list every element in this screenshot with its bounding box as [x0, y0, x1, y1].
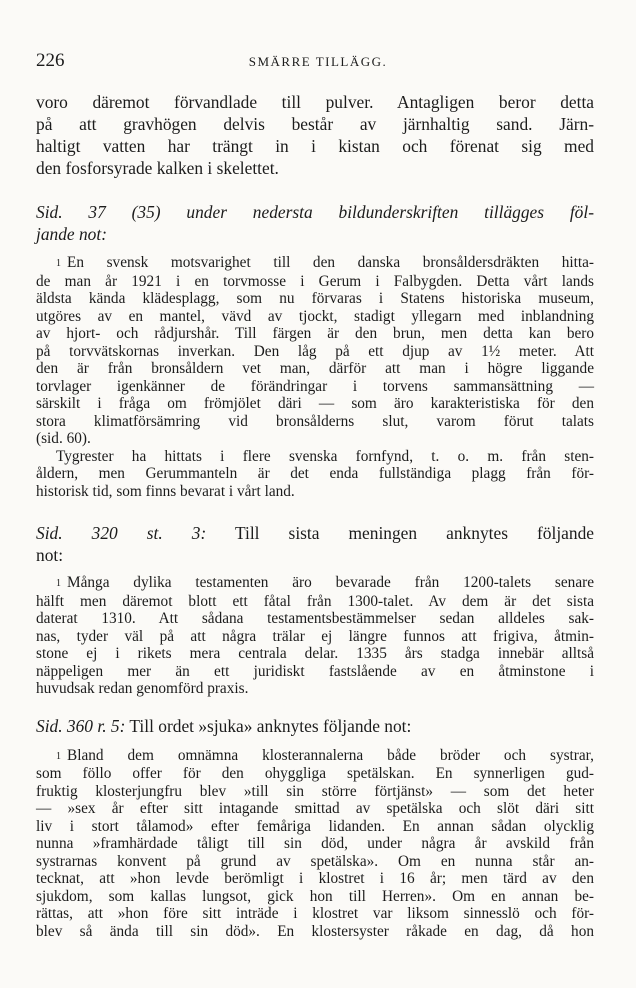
note-line: av hjort- och rådjurshår. Till färgen är den brun, men detta kan bero: [36, 325, 594, 342]
note-line: hälft men däremot blott ett fåtal från 1300-talet. Av dem är det sista: [36, 592, 594, 610]
note-line: systrarnas konvent på grund av spetälska». Om en nunna står an-: [36, 852, 594, 870]
note-line: stora klimatförsämring vid bronsålderns slut, varom förut talats: [36, 412, 594, 430]
page-number: 226: [36, 50, 65, 71]
section2-reference: Sid. 320 st. 3:: [36, 523, 207, 543]
section2-heading-text: Till sista meningen anknytes följande: [235, 523, 594, 543]
footnote-marker: 1: [56, 750, 61, 762]
note-line: Många dylika testamenten äro bevarade från 1200-talets senare: [67, 574, 594, 591]
section2-heading: [36, 522, 594, 566]
note-line: historisk tid, som finns bevarat i vårt land.: [36, 482, 295, 500]
page-body: [36, 91, 594, 940]
note-line: tecknat, att »hon levde berömligt i klostret i 16 år; men tärd av den: [36, 870, 594, 887]
section3-heading-text: Till ordet »sjuka» anknytes följande not:: [129, 715, 412, 736]
running-head: SMÄRRE TILLÄGG.: [248, 54, 388, 69]
note-line: Bland dem omnämna klosterannalerna både bröder och systrar,: [67, 746, 594, 764]
note-line: (sid. 60).: [36, 430, 91, 447]
section1-heading: [36, 201, 594, 245]
section2-footnote: [36, 574, 594, 698]
note-line: daterat 1310. Att sådana testamentsbestämmelser sedan alldeles sak-: [36, 610, 594, 627]
note-line: äldsta kända klädesplagg, som nu förvaras i Statens historiska museum,: [36, 290, 594, 307]
note-line: som föllo offer för den ohyggliga spetälskan. En synnerligen gud-: [36, 765, 594, 782]
text-line: den fosforsyrade kalken i skelettet.: [36, 158, 279, 178]
note-line: — »sex år efter sitt intagande smittad av spetälska och slöt däri sitt: [36, 800, 594, 817]
section3-heading: [36, 715, 594, 737]
text-line: på att gravhögen delvis består av järnhaltig sand. Järn-: [36, 114, 594, 134]
note-line: fruktig klosterjungfru blev »till sin större förtjänst» — som det heter: [36, 782, 594, 800]
heading-line: Sid. 37 (35) under nedersta bildunderskriften tillägges föl-: [36, 202, 594, 222]
note-line: de man år 1921 i en torvmosse i Gerum i Falbygden. Detta vårt lands: [36, 272, 594, 290]
note-line: den är från bronsåldern vet man, därför att man i högre liggande: [36, 360, 594, 377]
note-line: En svensk motsvarighet till den danska bronsåldersdräkten hitta-: [67, 254, 594, 271]
footnote-marker: 1: [56, 258, 61, 269]
text-line: haltigt vatten har trängt in i kistan och förenat sig med: [36, 136, 594, 156]
note-line: på torvvätskornas inverkan. Den låg på ett djup av 1½ meter. Att: [36, 342, 594, 360]
note-line: Tygrester ha hittats i flere svenska fornfynd, t. o. m. från sten-: [56, 447, 594, 465]
heading-line: jande not:: [36, 224, 107, 244]
section3-footnote: [36, 747, 594, 941]
note-line: särskilt i fråga om frömjölet däri — som äro karakteristiska för den: [36, 395, 594, 412]
note-line: huvudsak redan genomförd praxis.: [36, 680, 249, 697]
note-line: nunna »framhärdade tåligt till sin död, under några år avskild från: [36, 835, 594, 852]
note-line: stone ej i rikets mera centrala delar. 1335 års stadga innebär alltså: [36, 645, 594, 662]
note-line: sjukdom, som kallas lungsot, gick hon till Herren». Om en annan be-: [36, 887, 594, 905]
section1-footnote: [36, 254, 594, 500]
page-header: [36, 50, 600, 74]
section2-heading-tail: not:: [36, 545, 64, 565]
note-line: torvlager igenkänner de förändringar i torvens sammansättning —: [36, 377, 594, 395]
footnote-marker: 1: [56, 578, 61, 589]
note-line: rättas, att »hon före sitt inträde i klostret var liksom sinnesslö och för-: [36, 905, 594, 922]
text-line: voro däremot förvandlade till pulver. Antagligen beror detta: [36, 92, 594, 112]
note-line: blev så ända till sin död». En klostersyster råkade en dag, då hon: [36, 922, 594, 940]
note-line: näppeligen mer än ett juridiskt fastslående av en åtminstone i: [36, 662, 594, 680]
note-line: åldern, men Gerummanteln är det enda fullständiga plagg från för-: [36, 465, 594, 482]
note-line: utgöres av en mantel, vävd av tjockt, stadigt yllegarn med inblandning: [36, 307, 594, 325]
note-line: nas, tyder väl på att några trälar ej längre funnos att frigiva, åtmin-: [36, 627, 594, 645]
note-line: liv i stort tålamod» efter femåriga lidanden. En annan sådan olycklig: [36, 817, 594, 835]
intro-paragraph: [36, 91, 594, 179]
section3-reference: Sid. 360 r. 5:: [36, 715, 126, 736]
